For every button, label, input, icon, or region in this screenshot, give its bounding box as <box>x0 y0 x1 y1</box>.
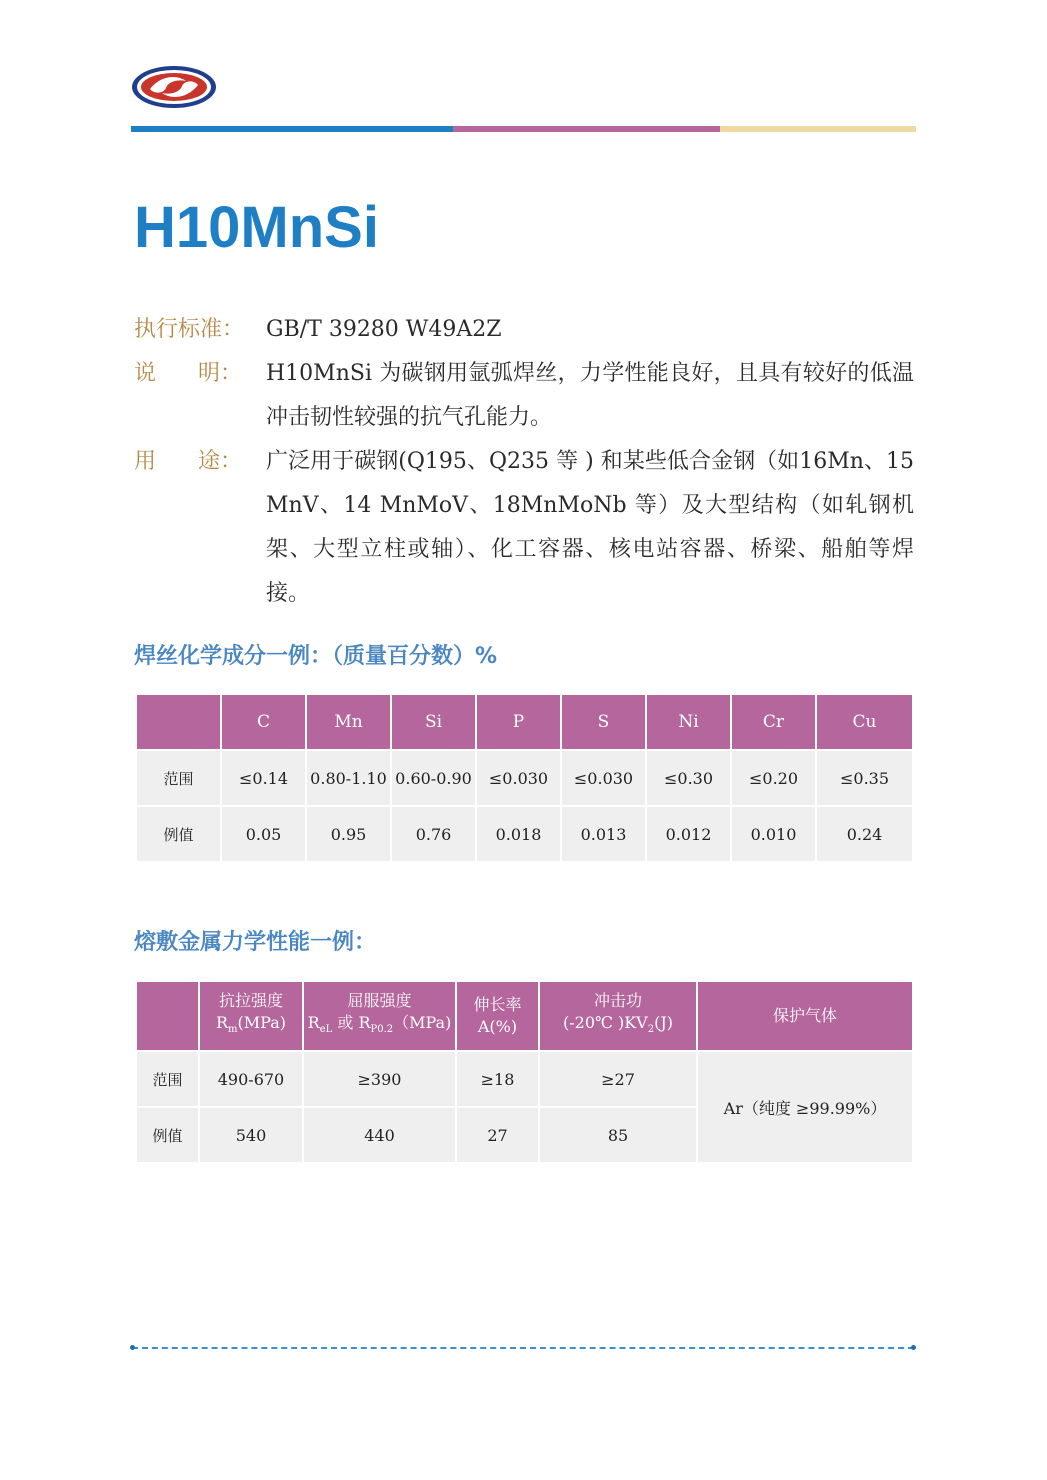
table-cell: ≤0.30 <box>646 750 731 806</box>
column-header: Si <box>391 694 476 750</box>
table-cell: ≤0.030 <box>561 750 646 806</box>
header-subscript: eL <box>319 1024 333 1036</box>
table-cell: ≤0.35 <box>816 750 913 806</box>
row-label: 例值 <box>136 1107 199 1163</box>
table-cell: ≥27 <box>539 1051 697 1107</box>
column-header-shielding-gas: 保护气体 <box>697 981 913 1051</box>
header-unit: A(%) <box>477 1017 518 1036</box>
footer-dashed-line <box>132 1347 914 1349</box>
corner-cell <box>136 981 199 1051</box>
header-symbol: R <box>216 1013 229 1033</box>
row-label: 例值 <box>136 806 221 862</box>
product-info <box>134 308 914 616</box>
column-header: C <box>221 694 306 750</box>
table-cell: 0.76 <box>391 806 476 862</box>
table-cell: 0.80-1.10 <box>306 750 391 806</box>
shielding-gas-cell: Ar（纯度 ≥99.99%） <box>697 1051 913 1163</box>
table-row <box>136 750 913 806</box>
info-row-description <box>134 352 914 440</box>
header-line: 冲击功 <box>593 991 642 1011</box>
table-cell: 85 <box>539 1107 697 1163</box>
header-line: 抗拉强度 <box>218 991 283 1011</box>
table-cell: 0.05 <box>221 806 306 862</box>
header-symbol: R <box>307 1013 320 1033</box>
mech-section-title: 熔敷金属力学性能一例： <box>134 930 377 955</box>
table-row <box>136 806 913 862</box>
table-cell: 0.012 <box>646 806 731 862</box>
column-header-impact <box>539 981 697 1051</box>
header-line: 屈服强度 <box>347 991 412 1011</box>
header-line: 伸长率 <box>473 995 522 1014</box>
product-title: H10MnSi <box>134 195 379 260</box>
table-cell: 540 <box>199 1107 303 1163</box>
header-symbol: (-20℃ )KV <box>562 1013 648 1033</box>
table-cell: 0.24 <box>816 806 913 862</box>
bar-segment-magenta <box>453 126 720 132</box>
header-color-bar <box>131 126 916 132</box>
column-header: Ni <box>646 694 731 750</box>
footer-dot-right <box>911 1345 916 1350</box>
table-cell: 0.60-0.90 <box>391 750 476 806</box>
column-header: Cu <box>816 694 913 750</box>
info-row-usage <box>134 440 914 616</box>
footer-dot-left <box>130 1345 135 1350</box>
row-label: 范围 <box>136 750 221 806</box>
table-cell: 0.010 <box>731 806 816 862</box>
header-or: 或 <box>332 1013 359 1033</box>
column-header: P <box>476 694 561 750</box>
header-symbol: R <box>358 1013 371 1033</box>
table-cell: ≤0.20 <box>731 750 816 806</box>
table-cell: ≥390 <box>303 1051 456 1107</box>
table-cell: ≤0.030 <box>476 750 561 806</box>
header-unit: （MPa) <box>393 1013 452 1033</box>
header-subscript: m <box>228 1024 238 1036</box>
bar-segment-sand <box>720 126 916 132</box>
chem-section-title: 焊丝化学成分一例：（质量百分数）% <box>134 644 498 669</box>
table-cell: 0.95 <box>306 806 391 862</box>
column-header-yield <box>303 981 456 1051</box>
table-cell: ≥18 <box>456 1051 539 1107</box>
header-subscript: P0.2 <box>370 1024 394 1036</box>
table-header-row <box>136 981 913 1051</box>
table-row <box>136 1051 913 1107</box>
mechanical-properties-table <box>135 980 914 1164</box>
bar-segment-blue <box>131 126 453 132</box>
corner-cell <box>136 694 221 750</box>
column-header-tensile <box>199 981 303 1051</box>
info-text: GB/T 39280 W49A2Z <box>266 317 502 342</box>
info-text: 广泛用于碳钢(Q195、Q235 等 ) 和某些低合金钢（如16Mn、15 MnV、14 MnMoV、18MnMoNb 等）及大型结构（如轧钢机架、大型立柱或轴）、化工容器、核电站容器、桥梁、船舶等焊接。 <box>266 449 914 606</box>
table-header-row <box>136 694 913 750</box>
header-unit: (J) <box>654 1013 674 1033</box>
column-header: Cr <box>731 694 816 750</box>
column-header-elongation <box>456 981 539 1051</box>
table-cell: ≤0.14 <box>221 750 306 806</box>
header-subscript: 2 <box>647 1024 655 1036</box>
header-unit: (MPa) <box>237 1013 286 1033</box>
table-cell: 0.018 <box>476 806 561 862</box>
chem-composition-table <box>135 693 914 863</box>
column-header: S <box>561 694 646 750</box>
column-header: Mn <box>306 694 391 750</box>
row-label: 范围 <box>136 1051 199 1107</box>
info-row-standard <box>134 308 914 352</box>
info-text: H10MnSi 为碳钢用氩弧焊丝，力学性能良好，且具有较好的低温冲击韧性较强的抗气孔能力。 <box>266 361 914 430</box>
info-label: 用 途： <box>134 449 242 474</box>
table-cell: 0.013 <box>561 806 646 862</box>
table-cell: 440 <box>303 1107 456 1163</box>
table-cell: 490-670 <box>199 1051 303 1107</box>
info-label: 说 明： <box>134 361 242 386</box>
company-logo <box>130 64 218 110</box>
info-label: 执行标准： <box>134 317 245 342</box>
table-cell: 27 <box>456 1107 539 1163</box>
